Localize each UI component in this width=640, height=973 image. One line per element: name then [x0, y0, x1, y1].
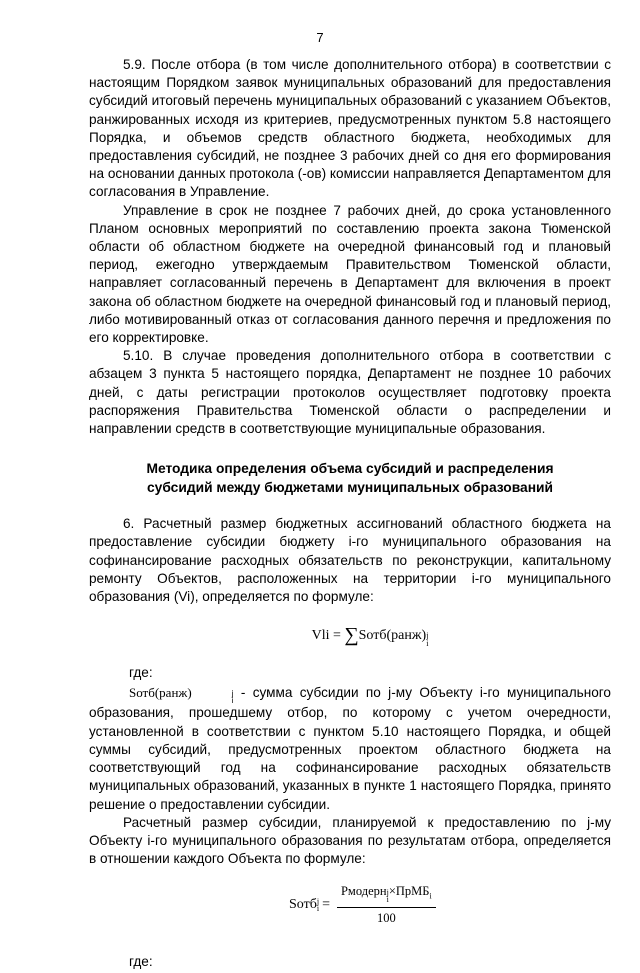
paragraph-5-9: 5.9. После отбора (в том числе дополнительного отбора) в соответствии с настоящим Порядком заявок муниципальных образований для предоставления субсидий итоговый перечень муниципальных образований с указанием Объектов, ранжированных исходя из критериев, предусмотренных пунктом 5.8 настоящего Порядка, и объемов средств областного бюджета, необходимых для предоставления субсидий, не позднее 3 рабочих дней со дня его формирования на основании данных протокола (-ов) комиссии направляется Департаментом для согласования в Управление. — [89, 57, 611, 200]
numerator-rmodern: Рмодерн — [340, 884, 387, 899]
section-heading — [89, 460, 611, 497]
formula-sum-sign: ∑ — [344, 624, 359, 647]
formula-vli — [129, 626, 611, 648]
term-definition-text: - сумма субсидии по j-му Объекту i-го муниципального образования, прошедшему отбор, по которому с учетом очередности, установленной в соответствии с пунктом 5.10 настоящего Порядка, и общей суммы субсидий, предусмотренных проектом областного бюджета на соответствующий год на софинансирование расходных обязательств муниципальных образований, указанных в пункте 1 настоящего Порядка, принято решение о предоставлении субсидии. — [89, 685, 611, 812]
formula-sotb-lhs-sub: i — [316, 903, 320, 913]
where-label-2: где: — [129, 954, 153, 970]
paragraph-upravlenie: Управление в срок не позднее 7 рабочих дней, до срока установленного Планом основных мероприятий по составлению проекта закона Тюменской области об областном бюджете на очередной финансовый год и плановый период, ежегодно утверждаемым Правительством Тюменской области, направляет согласованный перечень в Департамент для включения в проект закона об областном бюджете на очередной финансовый год и плановый период, либо мотивированный отказ от согласования данного перечня и предложения по его корректировке. — [89, 202, 611, 346]
term-sub: i — [231, 696, 234, 706]
formula-sotb-lhs: Sотб — [289, 896, 317, 912]
formula-vli-sub: i — [426, 639, 429, 649]
heading-line-2: субсидий между бюджетами муниципальных образований — [146, 479, 553, 495]
formula-vli-term: Sотб(ранж) — [358, 628, 427, 644]
numerator-rmodern-sup: j — [386, 888, 389, 898]
paragraph-5-10: 5.10. В случае проведения дополнительного отбора в соответствии с абзацем 3 пункта 5 настоящего порядка, Департамент не позднее 10 рабочих дней, с даты регистрации протоколов осуществляет подготовку проекта распоряжения Правительства Тюменской области о распределении и направлении средств в соответствующие муниципальные образования. — [89, 348, 611, 437]
paragraph-6: 6. Расчетный размер бюджетных ассигнований областного бюджета на предоставление субсидии бюджету i-го муниципального образования на софинансирование расходных обязательств по реконструкции, капитальному ремонту Объектов, расположенных на территории i-го муниципального образования (Vi), определяется по формуле: — [89, 516, 611, 605]
formula-sotb-eq: = — [322, 896, 330, 912]
where-label-1: где: — [129, 665, 153, 681]
numerator-rmodern-sub: i — [386, 895, 389, 905]
page-number: 7 — [316, 30, 324, 45]
term-definition — [89, 684, 611, 813]
numerator-times: × — [388, 884, 396, 899]
numerator-prmb-sub: i — [429, 891, 432, 901]
heading-line-1: Методика определения объема субсидий и распределения — [146, 461, 554, 477]
formula-sotb-lhs-sup: j — [316, 896, 320, 906]
term-sup: j — [231, 689, 234, 699]
document-body — [89, 56, 611, 973]
paragraph-subsidy-size: Расчетный размер субсидии, планируемой к предоставлению по j-му Объекту i-го муниципального образования по результатам отбора, определяется в отношении каждого Объекта по формуле: — [89, 814, 611, 867]
formula-numerator — [337, 882, 436, 908]
formula-denominator: 100 — [376, 911, 396, 926]
term-sotb-ranzh: Sотб(ранж) — [129, 685, 192, 701]
formula-vli-lhs: Vli = — [311, 628, 341, 644]
numerator-prmb: ПрМБ — [395, 884, 430, 899]
formula-vli-sup: j — [426, 631, 429, 641]
